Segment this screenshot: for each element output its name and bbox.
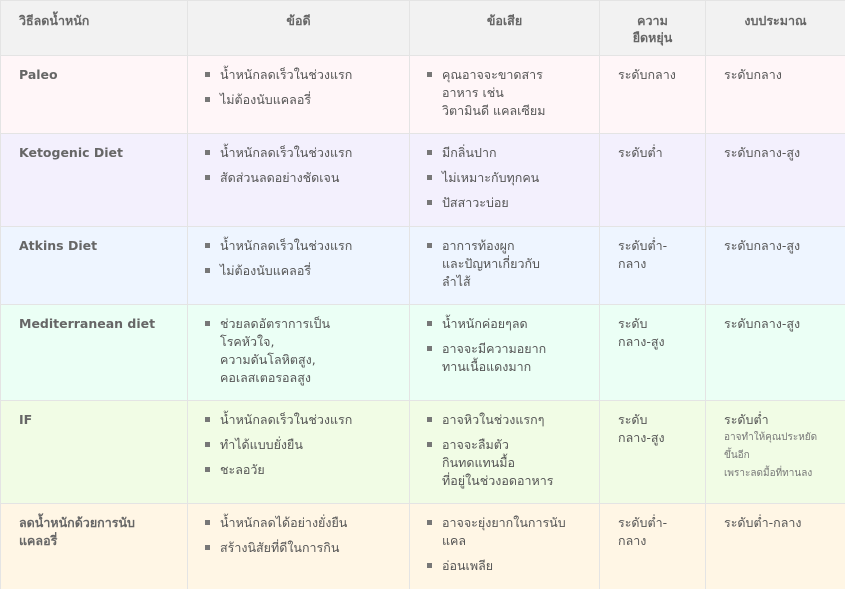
con-item xyxy=(424,514,591,550)
square-bullet-icon xyxy=(427,563,432,568)
con-item xyxy=(424,315,591,333)
pro-text xyxy=(220,263,311,278)
method-name xyxy=(1,504,188,589)
text-line: น้ำหนักค่อยๆลด xyxy=(442,316,528,331)
con-list xyxy=(424,411,591,490)
text-line: อาหาร เช่น xyxy=(442,85,504,100)
pro-item xyxy=(202,169,401,187)
method-name xyxy=(1,227,188,305)
text-line: น้ำหนักลดเร็วในช่วงแรก xyxy=(220,238,353,253)
pro-item xyxy=(202,436,401,454)
pro-item xyxy=(202,66,401,84)
con-text xyxy=(442,437,553,488)
text-line: ระดับกลาง xyxy=(724,67,782,82)
pros-cell xyxy=(188,134,410,227)
con-text xyxy=(442,145,497,160)
header-flexibility-line2: ยืดหยุ่น xyxy=(632,30,673,45)
header-budget: งบประมาณ xyxy=(706,1,845,56)
pro-list xyxy=(202,315,401,387)
budget-cell xyxy=(706,504,845,589)
method-name xyxy=(1,134,188,227)
flexibility-cell xyxy=(600,305,706,401)
text-line: แคล xyxy=(442,533,467,548)
cons-cell xyxy=(410,227,600,305)
text-line: เพราะลดมื้อที่ทานลง xyxy=(724,468,813,479)
pro-list xyxy=(202,411,401,479)
pros-cell xyxy=(188,56,410,134)
header-pros: ข้อดี xyxy=(188,1,410,56)
pro-text xyxy=(220,67,352,82)
square-bullet-icon xyxy=(427,417,432,422)
pro-item xyxy=(202,262,401,280)
cons-cell xyxy=(410,134,600,227)
con-item xyxy=(424,194,591,212)
square-bullet-icon xyxy=(427,321,432,326)
budget-cell xyxy=(706,401,845,504)
con-item xyxy=(424,340,591,376)
method-name xyxy=(1,305,188,401)
text-line: แคลอรี่ xyxy=(19,533,58,548)
con-list xyxy=(424,66,591,120)
square-bullet-icon xyxy=(427,520,432,525)
pro-list xyxy=(202,237,401,280)
text-line: Mediterranean diet xyxy=(19,316,156,331)
pro-text xyxy=(220,145,352,160)
text-line: ระดับต่ำ-กลาง xyxy=(724,515,802,530)
text-line: สัดส่วนลดอย่างชัดเจน xyxy=(220,170,340,185)
square-bullet-icon xyxy=(427,150,432,155)
text-line: กินทดแทนมื้อ xyxy=(442,455,516,470)
table-row xyxy=(1,134,845,227)
text-line: มีกลิ่นปาก xyxy=(442,145,497,160)
text-line: ระดับกลาง-สูง xyxy=(724,238,801,253)
flexibility-cell xyxy=(600,401,706,504)
budget-cell xyxy=(706,134,845,227)
con-list xyxy=(424,144,591,212)
square-bullet-icon xyxy=(205,442,210,447)
pro-item xyxy=(202,144,401,162)
flexibility-cell xyxy=(600,227,706,305)
text-line: สร้างนิสัยที่ดีในการกิน xyxy=(220,540,340,555)
square-bullet-icon xyxy=(205,175,210,180)
con-item xyxy=(424,169,591,187)
budget-value xyxy=(724,514,837,532)
table-body xyxy=(1,56,845,589)
text-line: และปัญหาเกี่ยวกับ xyxy=(442,256,540,271)
cons-cell xyxy=(410,401,600,504)
con-item xyxy=(424,237,591,291)
pro-text xyxy=(220,316,330,385)
con-item xyxy=(424,436,591,490)
square-bullet-icon xyxy=(205,72,210,77)
text-line: กลาง xyxy=(618,256,647,271)
pro-list xyxy=(202,514,401,557)
pro-item xyxy=(202,411,401,429)
text-line: ไม่ต้องนับแคลอรี่ xyxy=(220,263,312,278)
con-item xyxy=(424,66,591,120)
header-cons: ข้อเสีย xyxy=(410,1,600,56)
square-bullet-icon xyxy=(205,97,210,102)
text-line: ขึ้นอีก xyxy=(724,450,750,461)
pro-item xyxy=(202,315,401,387)
pro-list xyxy=(202,66,401,109)
square-bullet-icon xyxy=(205,417,210,422)
text-line: อาจทำให้คุณประหยัด xyxy=(724,432,818,443)
text-line: ระดับต่ำ- xyxy=(618,515,668,530)
text-line: ระดับกลาง-สูง xyxy=(724,316,801,331)
square-bullet-icon xyxy=(205,243,210,248)
table-row xyxy=(1,56,845,134)
text-line: ทำได้แบบยั่งยืน xyxy=(220,437,303,452)
square-bullet-icon xyxy=(427,72,432,77)
text-line: ปัสสาวะบ่อย xyxy=(442,195,509,210)
table-row xyxy=(1,504,845,589)
con-text xyxy=(442,170,539,185)
con-list xyxy=(424,237,591,291)
text-line: คุณอาจจะขาดสาร xyxy=(442,67,543,82)
pro-text xyxy=(220,238,352,253)
text-line: Atkins Diet xyxy=(19,238,98,253)
pro-item xyxy=(202,461,401,479)
table-row xyxy=(1,227,845,305)
square-bullet-icon xyxy=(205,321,210,326)
square-bullet-icon xyxy=(205,520,210,525)
text-line: กลาง-สูง xyxy=(618,334,665,349)
text-line: ชะลอวัย xyxy=(220,462,265,477)
con-text xyxy=(442,316,528,331)
text-line: อาจจะลืมตัว xyxy=(442,437,509,452)
text-line: อ่อนเพลีย xyxy=(442,558,494,573)
text-line: อาจจะมีความอยาก xyxy=(442,341,547,356)
square-bullet-icon xyxy=(205,150,210,155)
pro-text xyxy=(220,437,303,452)
square-bullet-icon xyxy=(205,268,210,273)
cons-cell xyxy=(410,504,600,589)
pros-cell xyxy=(188,305,410,401)
text-line: น้ำหนักลดได้อย่างยั่งยืน xyxy=(220,515,348,530)
pro-item xyxy=(202,539,401,557)
flexibility-cell xyxy=(600,134,706,227)
text-line: น้ำหนักลดเร็วในช่วงแรก xyxy=(220,412,353,427)
text-line: ระดับ xyxy=(618,412,648,427)
text-line: อาจหิวในช่วงแรกๆ xyxy=(442,412,545,427)
text-line: ระดับต่ำ xyxy=(724,412,769,427)
table-row xyxy=(1,401,845,504)
con-text xyxy=(442,195,509,210)
text-line: น้ำหนักลดเร็วในช่วงแรก xyxy=(220,145,353,160)
text-line: ระดับต่ำ- xyxy=(618,238,668,253)
budget-value xyxy=(724,237,837,255)
con-item xyxy=(424,144,591,162)
text-line: คอเลสเตอรอลสูง xyxy=(220,370,311,385)
pro-item xyxy=(202,237,401,255)
text-line: น้ำหนักลดเร็วในช่วงแรก xyxy=(220,67,353,82)
header-flexibility xyxy=(600,1,706,56)
text-line: กลาง-สูง xyxy=(618,430,665,445)
square-bullet-icon xyxy=(427,243,432,248)
con-text xyxy=(442,558,493,573)
text-line: ความดันโลหิตสูง, xyxy=(220,352,316,367)
pro-item xyxy=(202,514,401,532)
square-bullet-icon xyxy=(427,200,432,205)
header-flexibility-line1: ความ xyxy=(637,13,668,28)
con-text xyxy=(442,515,566,548)
pro-text xyxy=(220,92,311,107)
square-bullet-icon xyxy=(427,346,432,351)
text-line: ลดน้ำหนักด้วยการนับ xyxy=(19,515,135,530)
text-line: อาการท้องผูก xyxy=(442,238,515,253)
pro-text xyxy=(220,515,347,530)
budget-value xyxy=(724,411,837,429)
text-line: ระดับกลาง xyxy=(618,67,676,82)
con-item xyxy=(424,557,591,575)
text-line: อาจจะยุ่งยากในการนับ xyxy=(442,515,566,530)
text-line: ทานเนื้อแดงมาก xyxy=(442,359,532,374)
pro-text xyxy=(220,462,265,477)
pros-cell xyxy=(188,401,410,504)
method-name xyxy=(1,401,188,504)
text-line: วิตามินดี แคลเซียม xyxy=(442,103,546,118)
text-line: กลาง xyxy=(618,533,647,548)
square-bullet-icon xyxy=(427,442,432,447)
text-line: Ketogenic Diet xyxy=(19,145,123,160)
budget-value xyxy=(724,144,837,162)
pro-text xyxy=(220,170,339,185)
text-line: ช่วยลดอัตราการเป็น xyxy=(220,316,331,331)
pro-list xyxy=(202,144,401,187)
text-line: ระดับต่ำ xyxy=(618,145,663,160)
header-method: วิธีลดน้ำหนัก xyxy=(1,1,188,56)
flexibility-cell xyxy=(600,504,706,589)
budget-note xyxy=(724,429,837,483)
budget-cell xyxy=(706,305,845,401)
text-line: โรคหัวใจ, xyxy=(220,334,275,349)
con-text xyxy=(442,238,540,289)
table-row xyxy=(1,305,845,401)
method-name xyxy=(1,56,188,134)
pro-item xyxy=(202,91,401,109)
budget-value xyxy=(724,66,837,84)
pros-cell xyxy=(188,504,410,589)
cons-cell xyxy=(410,305,600,401)
text-line: Paleo xyxy=(19,67,58,82)
con-list xyxy=(424,514,591,575)
text-line: ระดับกลาง-สูง xyxy=(724,145,801,160)
con-text xyxy=(442,412,544,427)
pro-text xyxy=(220,540,339,555)
square-bullet-icon xyxy=(205,545,210,550)
text-line: IF xyxy=(19,412,33,427)
flexibility-cell xyxy=(600,56,706,134)
budget-cell xyxy=(706,56,845,134)
cons-cell xyxy=(410,56,600,134)
square-bullet-icon xyxy=(205,467,210,472)
pros-cell xyxy=(188,227,410,305)
text-line: ไม่เหมาะกับทุกคน xyxy=(442,170,540,185)
con-item xyxy=(424,411,591,429)
square-bullet-icon xyxy=(427,175,432,180)
table-header xyxy=(1,1,845,56)
con-text xyxy=(442,341,546,374)
text-line: ระดับ xyxy=(618,316,648,331)
header-row xyxy=(1,1,845,56)
con-text xyxy=(442,67,545,118)
budget-cell xyxy=(706,227,845,305)
text-line: ลำไส้ xyxy=(442,274,471,289)
con-list xyxy=(424,315,591,376)
text-line: ไม่ต้องนับแคลอรี่ xyxy=(220,92,312,107)
budget-value xyxy=(724,315,837,333)
pro-text xyxy=(220,412,352,427)
text-line: ที่อยู่ในช่วงอดอาหาร xyxy=(442,473,554,488)
